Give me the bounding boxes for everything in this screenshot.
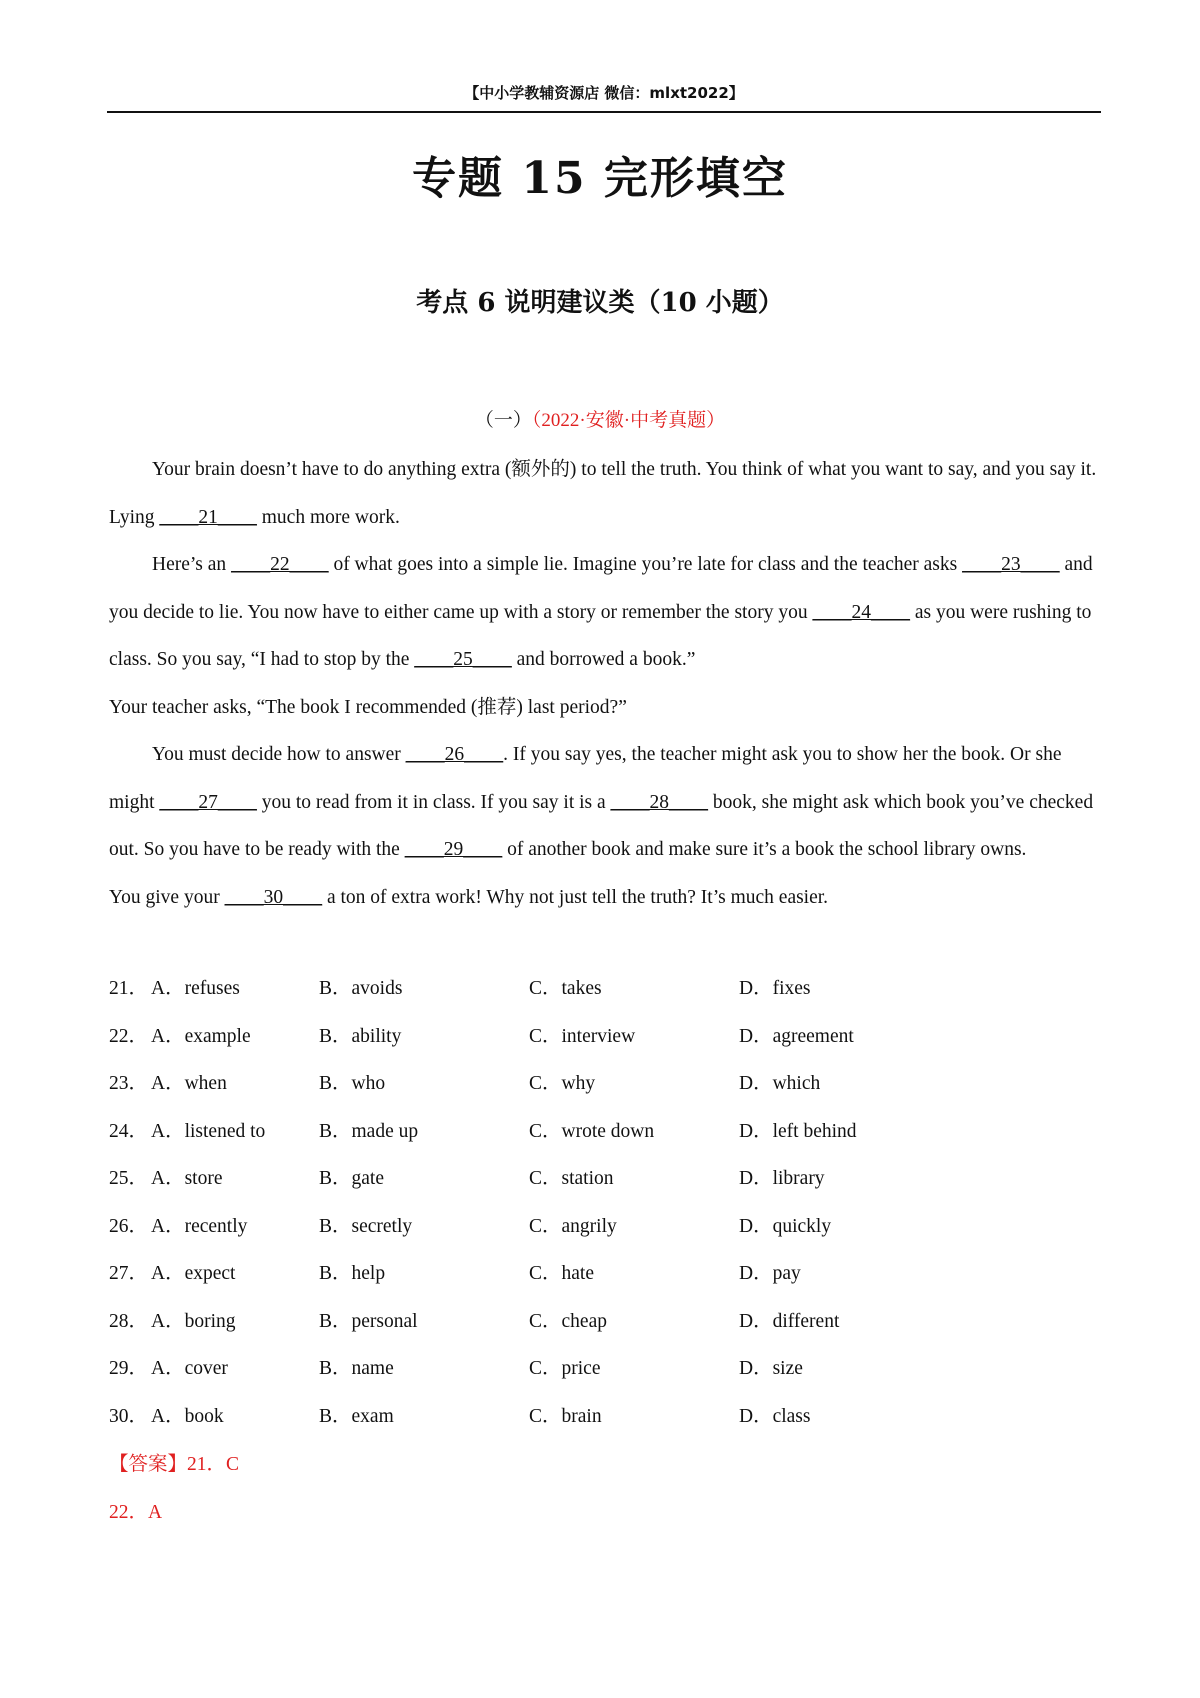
option-c: C．wrote down [529,1120,655,1142]
blank-30: ____30____ [224,886,323,908]
paragraph-1 [109,446,1099,541]
option-a: A．boring [151,1310,236,1332]
option-a: A．when [151,1073,227,1094]
paragraph-text: and you decide to lie. You now have to either came up with a story or remember the story you [109,554,1093,623]
paragraph-text: You must decide how to answer [152,744,406,765]
blank-28: ____28____ [610,791,709,813]
option-d: D．class [739,1405,811,1427]
question-row [109,1013,1099,1061]
question-row [109,1108,1099,1156]
question-number: 25． [109,1168,149,1189]
page-header: 【中小学教辅资源店 微信：mlxt2022】 [464,84,744,102]
question-number: 21． [109,978,149,999]
header-rule [107,111,1101,113]
paragraph-text: much more work. [256,506,400,528]
option-a: A．expect [151,1263,236,1284]
paragraph-5 [109,874,1099,922]
paragraph-text: Here’s an [152,554,232,575]
option-d: D．left behind [739,1120,857,1142]
paragraph-4 [109,731,1099,874]
option-b: B．avoids [319,978,403,999]
option-a: A．store [151,1168,223,1189]
option-c: C．station [529,1168,614,1189]
question-row [109,1298,1099,1346]
option-d: D．fixes [739,978,811,999]
question-number: 22． [109,1025,149,1047]
paragraph-3 [109,684,1099,732]
option-b: B．who [319,1073,386,1094]
option-d: D．which [739,1073,821,1094]
question-row [109,1393,1099,1441]
option-b: B．exam [319,1405,394,1427]
option-b: B．name [319,1358,394,1379]
question-row [109,965,1099,1013]
paragraph-text: Your teacher asks, “The book I recommended (推荐) last period?” [109,696,627,718]
option-a: A．refuses [151,978,240,999]
question-number: 29． [109,1358,149,1379]
option-b: B．secretly [319,1215,413,1237]
paragraph-text: of another book and make sure it’s a book the school library owns. [502,839,1027,860]
blank-22: ____22____ [231,554,329,575]
answer-section [109,1441,239,1536]
paragraph-text: Your brain doesn’t have to do anything extra (额外的) to tell the truth. You think of what you want to say, and you say it. Lying [109,459,1097,528]
blank-29: ____29____ [404,839,503,860]
paragraph-text: You give your [109,886,225,908]
question-number: 28． [109,1310,149,1332]
option-b: B．help [319,1263,386,1284]
option-c: C．takes [529,978,602,999]
option-a: A．book [151,1405,224,1427]
option-d: D．size [739,1358,803,1379]
option-c: C．cheap [529,1310,607,1332]
question-row [109,1203,1099,1251]
option-c: C．price [529,1358,601,1379]
option-d: D．agreement [739,1025,854,1047]
question-row [109,1155,1099,1203]
option-b: B．ability [319,1025,402,1047]
option-a: A．cover [151,1358,228,1379]
blank-24: ____24____ [812,601,910,623]
question-number: 27． [109,1263,149,1284]
paragraph-text: you to read from it in class. If you say it is a [256,791,611,813]
paragraph-text: of what goes into a simple lie. Imagine you’re late for class and the teacher asks [328,554,963,575]
option-c: C．angrily [529,1215,617,1237]
question-number: 26． [109,1215,149,1237]
option-a: A．recently [151,1215,248,1237]
paragraph-text: and borrowed a book.” [511,649,696,670]
blank-27: ____27____ [159,791,257,813]
option-c: C．interview [529,1025,636,1047]
blank-26: ____26____ [405,744,504,765]
page-title: 专题 15 完形填空 [412,153,788,204]
question-number: 24． [109,1120,149,1142]
section-subtitle: 考点 6 说明建议类（10 小题） [416,288,784,318]
passage-source: （2022·安徽·中考真题） [531,410,726,431]
option-d: D．library [739,1168,825,1189]
blank-21: ____21____ [159,506,257,528]
question-options [109,965,1099,1440]
option-d: D．different [739,1310,840,1332]
blank-23: ____23____ [962,554,1060,575]
option-a: A．example [151,1025,251,1047]
paragraph-text: book, she might ask which book you’ve checked out. So you have to be ready with the [109,791,1094,860]
paragraph-text: as you were rushing to class. So you say, “I had to stop by the [109,601,1092,670]
paragraph-text: . If you say yes, the teacher might ask you to show her the book. Or she might [109,744,1062,813]
blank-25: ____25____ [414,649,512,670]
option-c: C．why [529,1073,596,1094]
passage-number: （一） [474,410,532,431]
passage-heading [0,405,1200,432]
answer-line: 【答案】21．C [109,1454,240,1475]
option-a: A．listened to [151,1120,266,1142]
paragraph-text: a ton of extra work! Why not just tell the truth? It’s much easier. [322,886,829,908]
question-number: 23． [109,1073,149,1094]
option-b: B．gate [319,1168,384,1189]
option-b: B．made up [319,1120,419,1142]
paragraph-2 [109,541,1099,684]
question-row [109,1345,1099,1393]
option-d: D．pay [739,1263,801,1284]
question-row [109,1060,1099,1108]
option-c: C．brain [529,1405,602,1427]
option-b: B．personal [319,1310,418,1332]
cloze-passage [109,446,1099,921]
option-c: C．hate [529,1263,594,1284]
question-row [109,1250,1099,1298]
option-d: D．quickly [739,1215,832,1237]
question-number: 30． [109,1405,149,1427]
answer-line: 22．A [109,1501,163,1523]
